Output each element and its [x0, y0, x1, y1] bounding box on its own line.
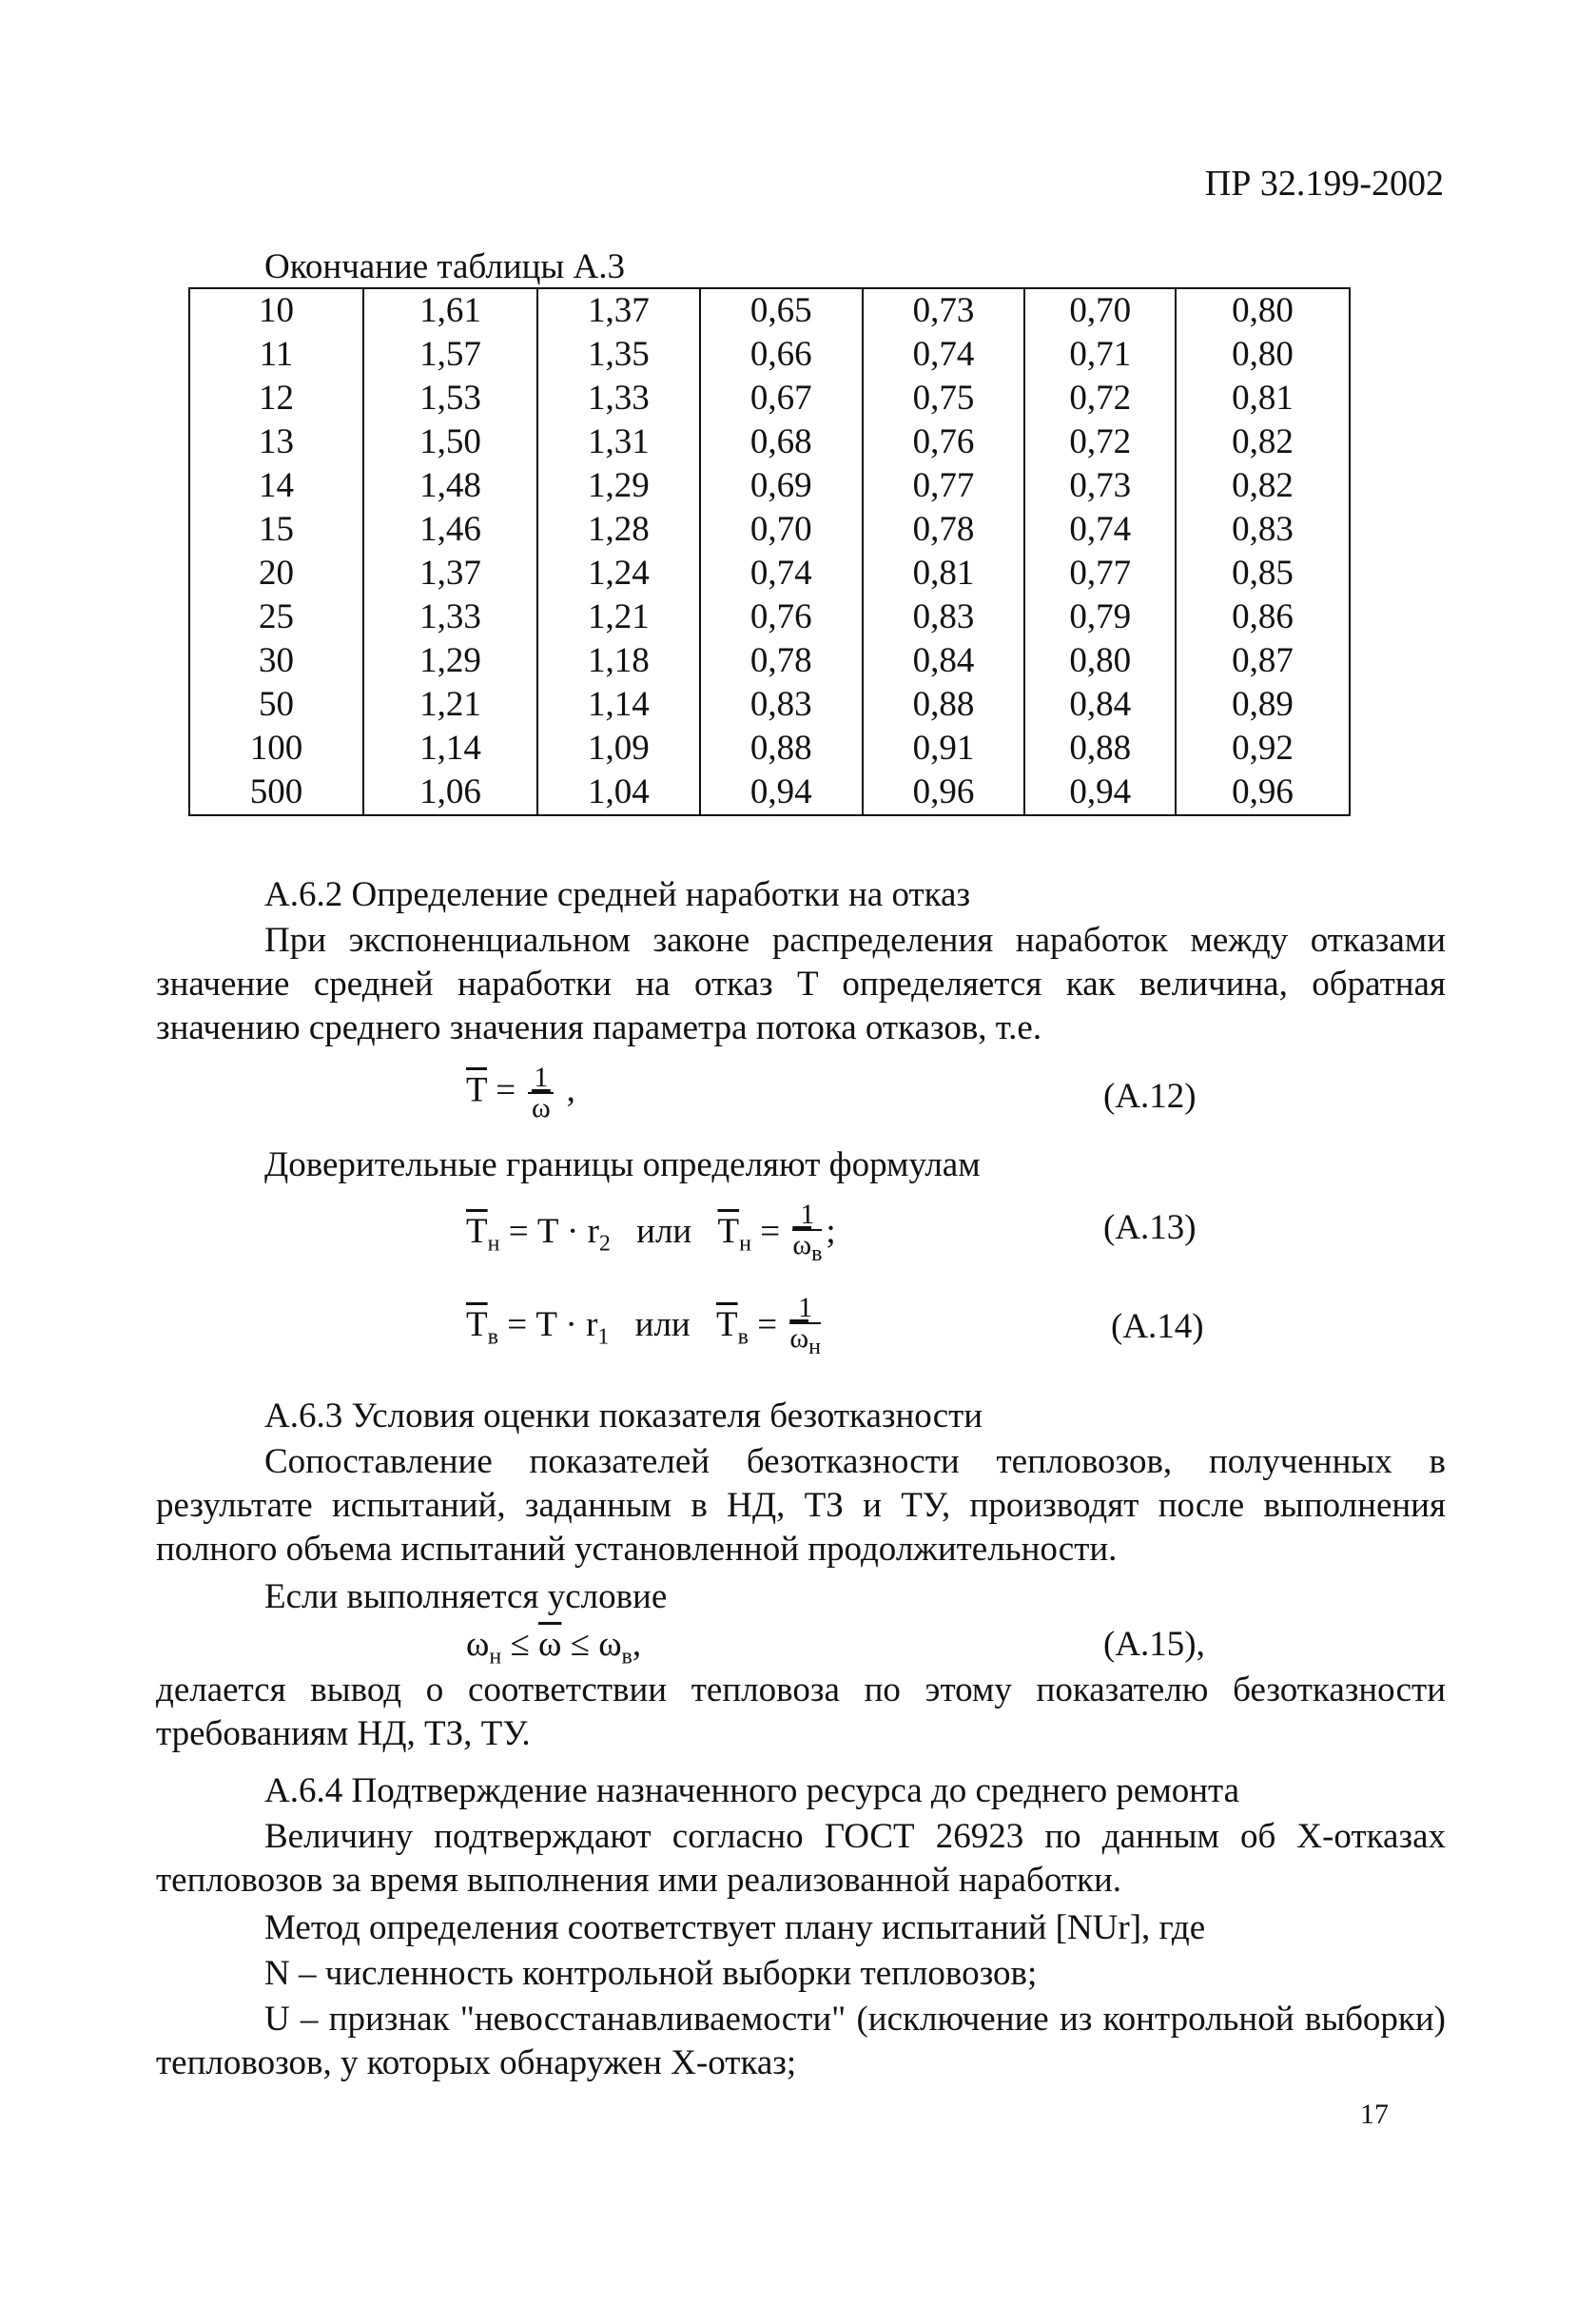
- table-cell: 1,31: [537, 420, 700, 464]
- table-cell: 0,87: [1176, 639, 1350, 683]
- table-cell: 0,78: [700, 639, 863, 683]
- data-table: [188, 287, 1351, 816]
- table-cell: 0,74: [700, 552, 863, 596]
- table-cell: 0,84: [863, 639, 1025, 683]
- table-row: [189, 552, 1350, 596]
- table-cell: 1,37: [363, 552, 537, 596]
- table-cell: 0,83: [1176, 508, 1350, 552]
- table-cell: 20: [189, 552, 363, 596]
- table-cell: 1,09: [537, 727, 700, 771]
- table-cell: 1,28: [537, 508, 700, 552]
- formula-a12-lhs: $\overline{T}$: [466, 1070, 487, 1110]
- table-cell: 1,21: [363, 683, 537, 727]
- table-row: [189, 464, 1350, 508]
- table-row: [189, 683, 1350, 727]
- table-cell: 0,81: [1176, 377, 1350, 420]
- table-cell: 0,72: [1024, 377, 1176, 420]
- bounds-intro: Доверительные границы определяют формулам: [264, 1145, 981, 1184]
- table-cell: 0,73: [863, 288, 1025, 333]
- formula-a13: $\overline{T}_н = T \cdot r_2$ или $\overline{T}_н$ = $\frac{1}{\overline{\omega}_в}$ ;: [466, 1199, 836, 1266]
- table-cell: 0,94: [700, 771, 863, 815]
- list-item-n: N – численность контрольной выборки тепловозов;: [264, 1954, 1038, 1993]
- table-cell: 1,04: [537, 771, 700, 815]
- table-cell: 12: [189, 377, 363, 420]
- table-cell: 15: [189, 508, 363, 552]
- condition-intro: Если выполняется условие: [264, 1577, 668, 1616]
- table-cell: 0,85: [1176, 552, 1350, 596]
- table-cell: 0,88: [700, 727, 863, 771]
- table-cell: 50: [189, 683, 363, 727]
- table-cell: 0,82: [1176, 464, 1350, 508]
- table-row: [189, 377, 1350, 420]
- table-cell: 0,74: [1024, 508, 1176, 552]
- table-cell: 25: [189, 596, 363, 639]
- table-cell: 0,91: [863, 727, 1025, 771]
- equation-label-a14: (А.14): [1111, 1307, 1204, 1346]
- list-item-u: U – признак "невосстанавливаемости" (исключение из контрольной выборки) тепловозов, у которых обнаружен Х-отказ;: [156, 2000, 1446, 2082]
- table-row: [189, 596, 1350, 639]
- equation-label-a12: (А.12): [1103, 1077, 1197, 1116]
- table-cell: 11: [189, 333, 363, 377]
- table-cell: 1,06: [363, 771, 537, 815]
- page-number: 17: [1360, 2099, 1389, 2130]
- table-row: [189, 333, 1350, 377]
- table-cell: 0,76: [863, 420, 1025, 464]
- table-cell: 0,80: [1024, 639, 1176, 683]
- table-cell: 0,96: [863, 771, 1025, 815]
- formula-a15: $\omega_н \le \overline{\omega} \le \omega_в$,: [466, 1625, 642, 1669]
- table-cell: 1,50: [363, 420, 537, 464]
- table-cell: 0,66: [700, 333, 863, 377]
- table-cell: 0,74: [863, 333, 1025, 377]
- table-cell: 0,77: [863, 464, 1025, 508]
- table-cell: 1,21: [537, 596, 700, 639]
- paragraph-a64-1: Величину подтверждают согласно ГОСТ 26923 по данным об Х-отказах тепловозов за время выполнения ими реализованной наработки.: [156, 1817, 1446, 1900]
- table-cell: 0,67: [700, 377, 863, 420]
- table-cell: 500: [189, 771, 363, 815]
- table-cell: 1,14: [537, 683, 700, 727]
- table-cell: 1,46: [363, 508, 537, 552]
- table-cell: 0,83: [700, 683, 863, 727]
- table-cell: 0,71: [1024, 333, 1176, 377]
- table-cell: 0,70: [1024, 288, 1176, 333]
- table-cell: 0,88: [863, 683, 1025, 727]
- table-cell: 0,69: [700, 464, 863, 508]
- table-cell: 0,76: [700, 596, 863, 639]
- document-code: ПР 32.199-2002: [1204, 164, 1444, 204]
- table-cell: 0,81: [863, 552, 1025, 596]
- table-cell: 1,35: [537, 333, 700, 377]
- equation-label-a15: (А.15),: [1103, 1625, 1205, 1664]
- table-row: [189, 639, 1350, 683]
- paragraph-a62: При экспоненциальном законе распределения наработок между отказами значение средней наработки на отказ T определяется как величина, обратная значению среднего значения параметра потока отказов, т.е.: [156, 921, 1446, 1047]
- table-cell: 0,65: [700, 288, 863, 333]
- table-cell: 1,29: [537, 464, 700, 508]
- table-cell: 1,33: [363, 596, 537, 639]
- table-cell: 0,70: [700, 508, 863, 552]
- table-cell: 30: [189, 639, 363, 683]
- section-heading-a63: А.6.3 Условия оценки показателя безотказности: [264, 1396, 983, 1435]
- table-cell: 0,86: [1176, 596, 1350, 639]
- table-cell: 13: [189, 420, 363, 464]
- paragraph-a63: Сопоставление показателей безотказности тепловозов, полученных в результате испытаний, заданным в НД, ТЗ и ТУ, производят после выполнения полного объема испытаний установленной продолжительности.: [156, 1442, 1446, 1569]
- table-cell: 0,96: [1176, 771, 1350, 815]
- table-cell: 1,18: [537, 639, 700, 683]
- table-cell: 0,75: [863, 377, 1025, 420]
- table-cell: 0,92: [1176, 727, 1350, 771]
- formula-a12: $\overline{T}$ = $\frac{1}{\omega}$ ,: [466, 1062, 575, 1123]
- formula-a12-fraction: $\frac{1}{\omega}$: [528, 1064, 554, 1123]
- table-cell: 0,77: [1024, 552, 1176, 596]
- table-cell: 0,80: [1176, 333, 1350, 377]
- table-cell: 1,33: [537, 377, 700, 420]
- conclusion-a63: делается вывод о соответствии тепловоза по этому показателю безотказности требованиям НД, ТЗ, ТУ.: [156, 1670, 1446, 1753]
- table-cell: 1,61: [363, 288, 537, 333]
- table-cell: 0,89: [1176, 683, 1350, 727]
- table-row: [189, 288, 1350, 333]
- table-cell: 1,53: [363, 377, 537, 420]
- table-cell: 1,24: [537, 552, 700, 596]
- table-cell: 0,72: [1024, 420, 1176, 464]
- table-cell: 0,73: [1024, 464, 1176, 508]
- table-row: [189, 508, 1350, 552]
- table-cell: 0,79: [1024, 596, 1176, 639]
- table-cell: 1,14: [363, 727, 537, 771]
- table-cell: 10: [189, 288, 363, 333]
- table-cell: 0,78: [863, 508, 1025, 552]
- table-row: [189, 727, 1350, 771]
- table-cell: 0,83: [863, 596, 1025, 639]
- table-caption: Окончание таблицы А.3: [264, 247, 626, 286]
- paragraph-a64-2: Метод определения соответствует плану испытаний [NUr], где: [264, 1908, 1206, 1947]
- table-cell: 14: [189, 464, 363, 508]
- table-cell: 0,84: [1024, 683, 1176, 727]
- section-heading-a64: А.6.4 Подтверждение назначенного ресурса до среднего ремонта: [264, 1771, 1240, 1810]
- table-cell: 0,80: [1176, 288, 1350, 333]
- equation-label-a13: (А.13): [1103, 1208, 1197, 1247]
- table-cell: 100: [189, 727, 363, 771]
- table-cell: 1,29: [363, 639, 537, 683]
- section-heading-a62: А.6.2 Определение средней наработки на отказ: [264, 875, 971, 914]
- table-cell: 1,37: [537, 288, 700, 333]
- table-cell: 0,88: [1024, 727, 1176, 771]
- table-row: [189, 420, 1350, 464]
- formula-a14: $\overline{T}_в = T \cdot r_1$ или $\overline{T}_в$ = $\frac{1}{\overline{\omega}_н}$: [466, 1292, 821, 1359]
- table-cell: 0,82: [1176, 420, 1350, 464]
- table-cell: 0,68: [700, 420, 863, 464]
- table-cell: 1,57: [363, 333, 537, 377]
- table-row: [189, 771, 1350, 815]
- table-cell: 0,94: [1024, 771, 1176, 815]
- table-cell: 1,48: [363, 464, 537, 508]
